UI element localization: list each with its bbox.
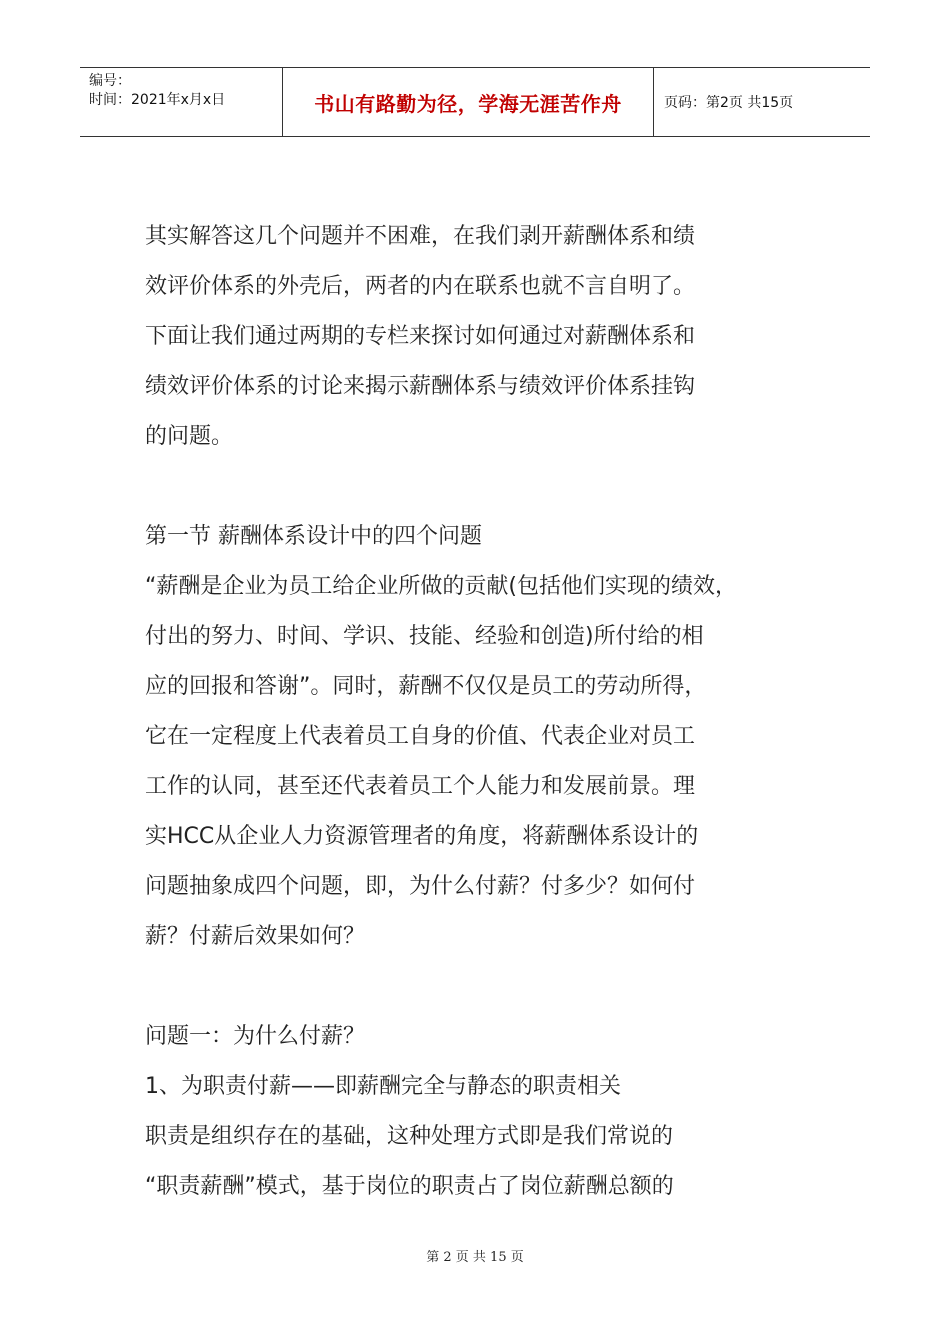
question-title: 问题一：为什么付薪？ (145, 1024, 366, 1049)
paragraph-line: 绩效评价体系的讨论来揭示薪酬体系与绩效评价体系挂钩 (145, 374, 696, 399)
paragraph-line: 效评价体系的外壳后，两者的内在联系也就不言自明了。 (145, 274, 696, 299)
paragraph-line: “职责薪酬”模式，基于岗位的职责占了岗位薪酬总额的 (145, 1174, 674, 1199)
paragraph-line: 实HCC从企业人力资源管理者的角度，将薪酬体系设计的 (145, 824, 699, 849)
paragraph-line: 它在一定程度上代表着员工自身的价值、代表企业对员工 (145, 724, 696, 749)
header-page-info: 页码：第2页 共15页 (664, 95, 794, 111)
document-time: 时间：2021年x月x日 (89, 92, 226, 108)
document-body (145, 212, 835, 1212)
paragraph-line: 问题抽象成四个问题，即，为什么付薪？付多少？如何付 (145, 874, 696, 899)
paragraph-line: 的问题。 (145, 424, 234, 449)
paragraph-line: 付出的努力、时间、学识、技能、经验和创造)所付给的相 (145, 624, 704, 649)
paragraph-line: 其实解答这几个问题并不困难，在我们剥开薪酬体系和绩 (145, 224, 696, 249)
document-number-label: 编号： (89, 73, 131, 89)
item-title: 1、为职责付薪——即薪酬完全与静态的职责相关 (145, 1074, 621, 1099)
paragraph-line: 薪？付薪后效果如何？ (145, 924, 366, 949)
paragraph-gap (145, 962, 835, 1012)
header-motto: 书山有路勤为径，学海无涯苦作舟 (282, 68, 654, 136)
header-meta (80, 68, 282, 136)
paragraph-line: 应的回报和答谢”。同时，薪酬不仅仅是员工的劳动所得， (145, 674, 707, 699)
paragraph-line: 下面让我们通过两期的专栏来探讨如何通过对薪酬体系和 (145, 324, 696, 349)
paragraph-line: 工作的认同，甚至还代表着员工个人能力和发展前景。理 (145, 774, 696, 799)
paragraph-gap (145, 462, 835, 512)
header-table (80, 67, 870, 137)
section-title: 第一节 薪酬体系设计中的四个问题 (145, 524, 482, 549)
paragraph-line: “薪酬是企业为员工给企业所做的贡献(包括他们实现的绩效， (145, 574, 737, 599)
paragraph-line: 职责是组织存在的基础，这种处理方式即是我们常说的 (145, 1124, 674, 1149)
page-footer: 第 2 页 共 15 页 (426, 1250, 524, 1265)
